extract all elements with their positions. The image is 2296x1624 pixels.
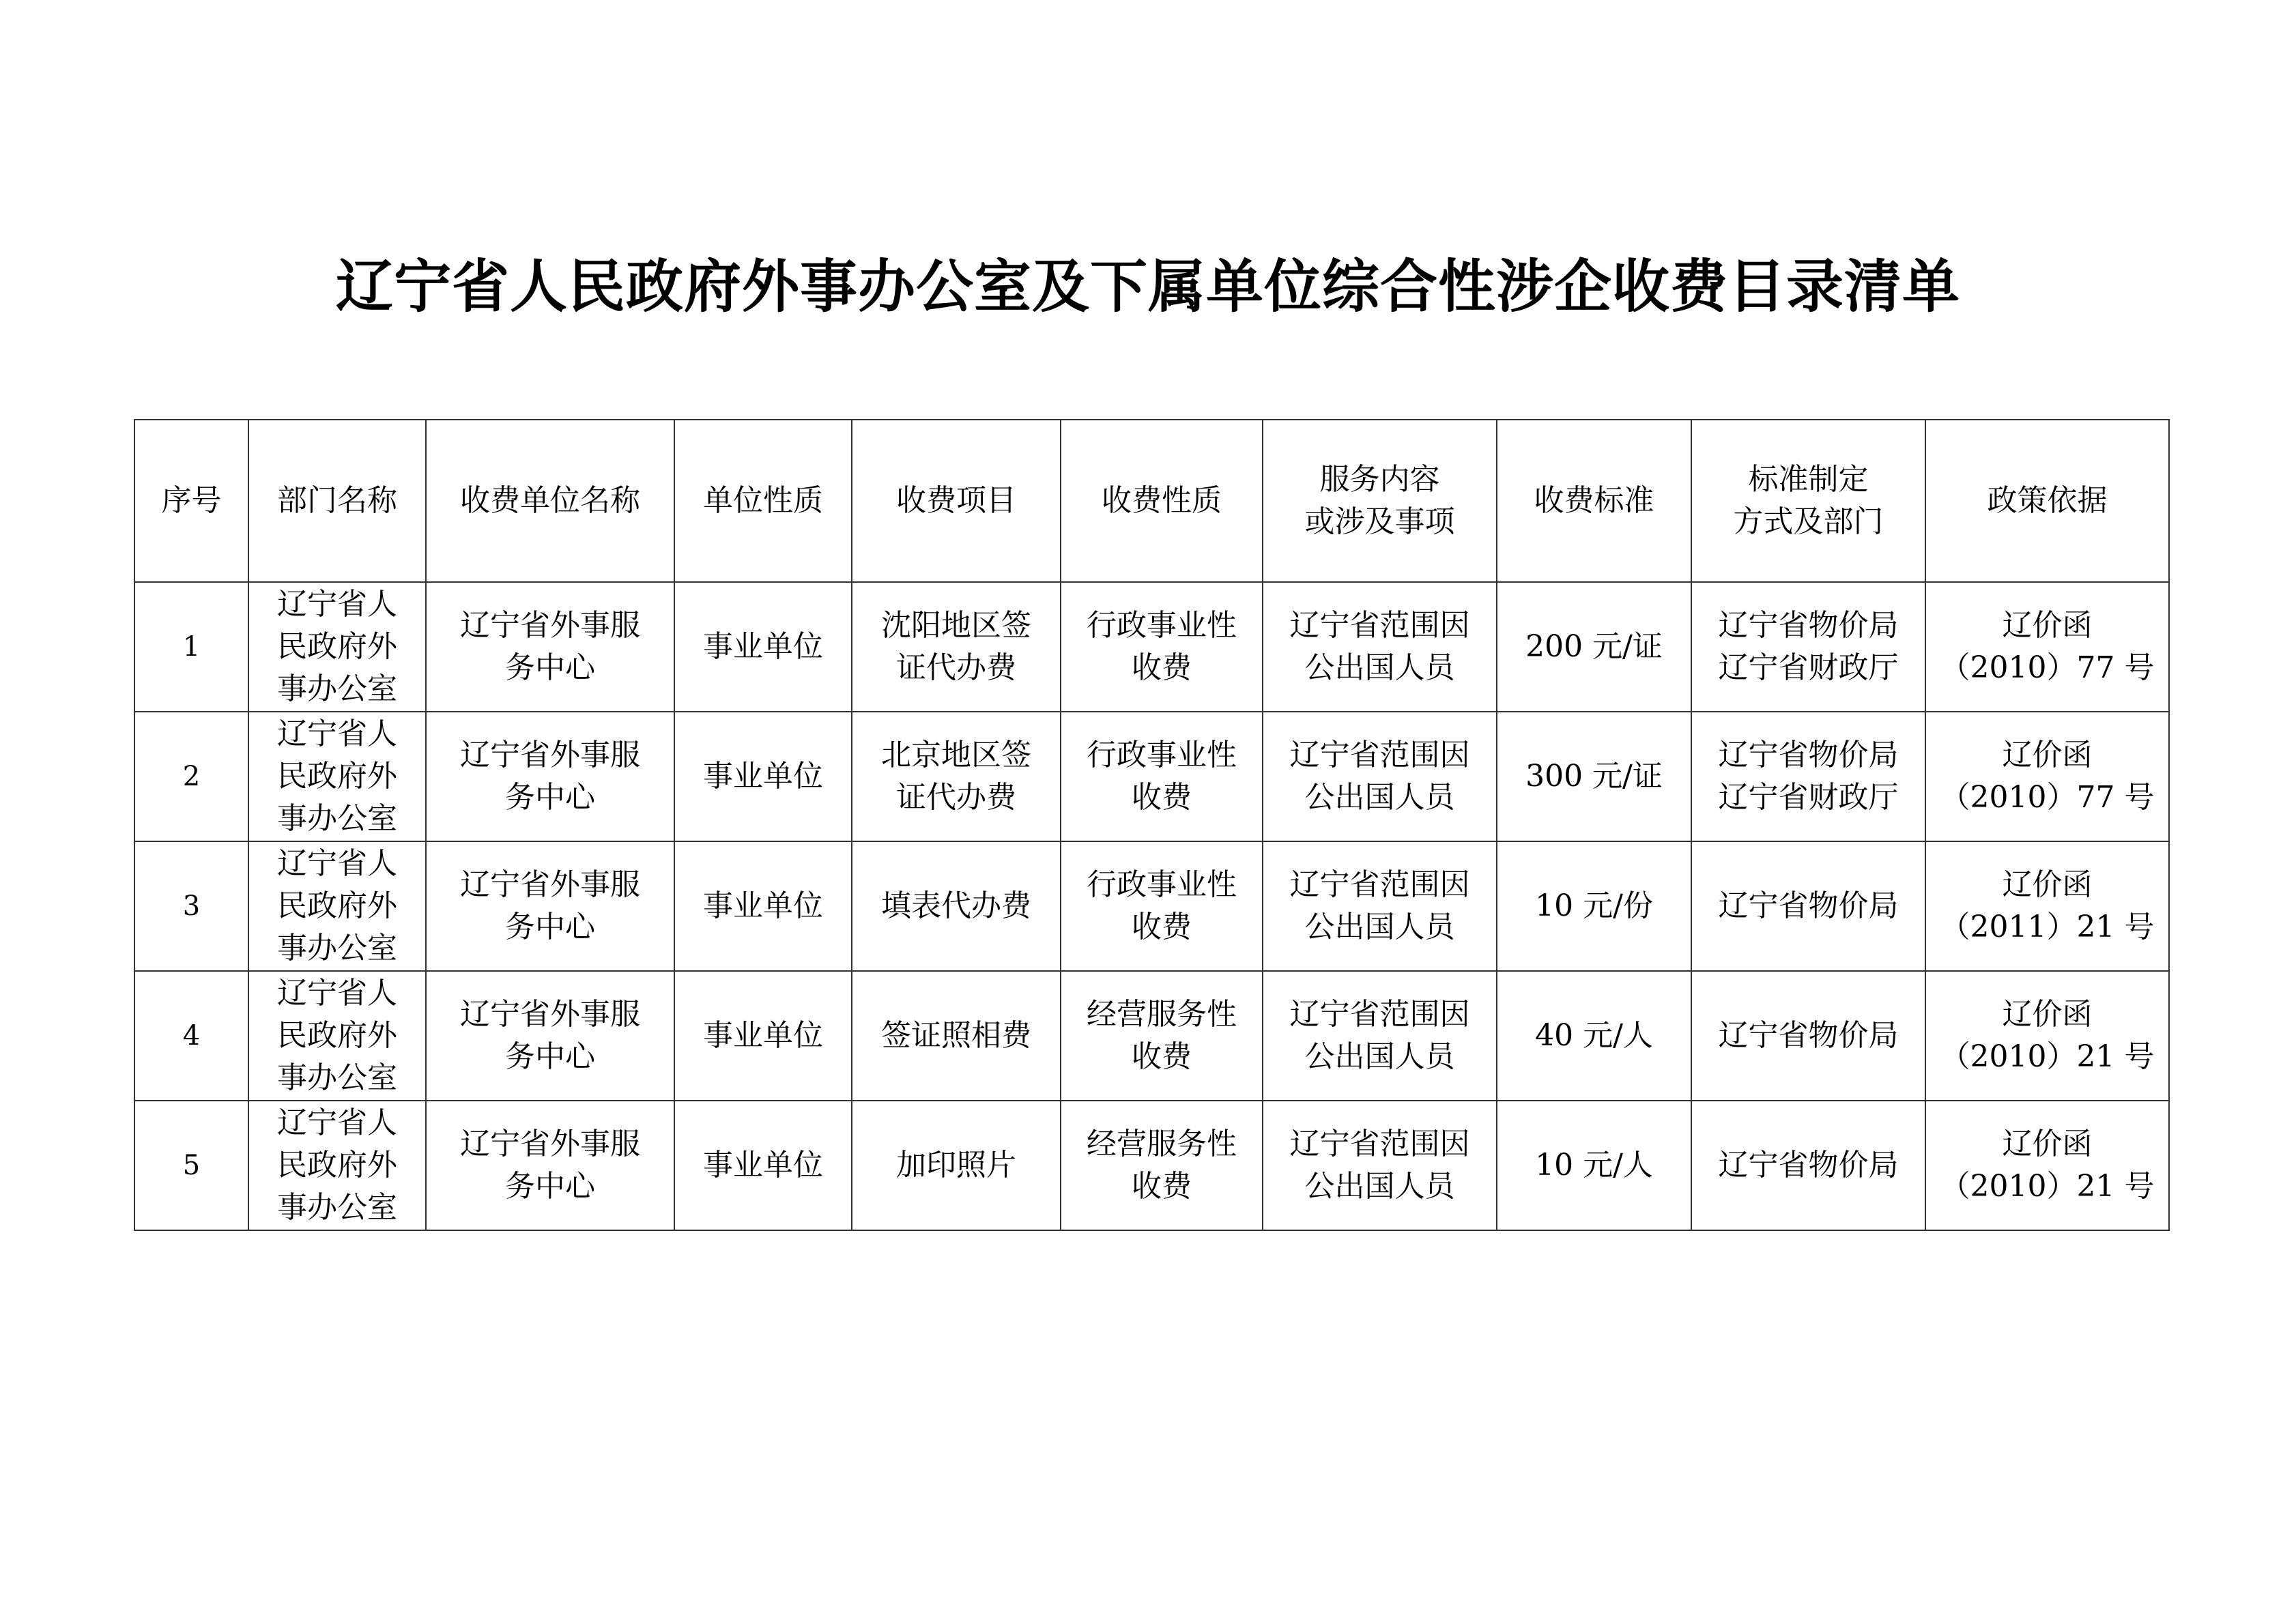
cell-line: 证代办费 xyxy=(896,780,1016,815)
cell-line: 辽宁省物价局 xyxy=(1718,888,1899,923)
cell-line: 辽宁省外事服 xyxy=(460,1127,640,1161)
cell-line: 10 元/份 xyxy=(1535,888,1653,923)
cell-unit xyxy=(426,1101,674,1230)
cell-line: 民政府外 xyxy=(277,1018,397,1053)
cell-nature xyxy=(674,1101,852,1230)
cell-line: 辽宁省人 xyxy=(277,716,397,751)
cell-item xyxy=(852,582,1061,712)
cell-line: （2011）21 号 xyxy=(1940,910,2155,944)
cell-line: 填表代办费 xyxy=(881,888,1031,923)
header-fee-type xyxy=(1061,420,1263,582)
cell-line: 辽宁省财政厅 xyxy=(1718,780,1899,815)
cell-line: 辽宁省财政厅 xyxy=(1718,650,1899,685)
table-row xyxy=(134,841,2169,971)
header-line: 收费单位名称 xyxy=(460,483,640,518)
cell-line: 收费 xyxy=(1132,1039,1192,1074)
cell-line: 公出国人员 xyxy=(1304,1039,1455,1074)
cell-line: 签证照相费 xyxy=(881,1018,1031,1053)
cell-line: 收费 xyxy=(1132,910,1192,944)
cell-basis xyxy=(1925,971,2169,1101)
cell-line: 辽宁省物价局 xyxy=(1718,608,1899,643)
cell-standard xyxy=(1497,1101,1691,1230)
cell-line: 民政府外 xyxy=(277,1148,397,1183)
cell-line: 事办公室 xyxy=(277,1060,397,1095)
header-unit xyxy=(426,420,674,582)
cell-seq: 5 xyxy=(134,1101,248,1230)
cell-line: 辽宁省人 xyxy=(277,976,397,1011)
cell-line: 事办公室 xyxy=(277,1190,397,1225)
cell-line: 辽宁省范围因 xyxy=(1289,867,1470,902)
cell-seq: 4 xyxy=(134,971,248,1101)
cell-line: 北京地区签 xyxy=(881,738,1031,772)
cell-dept xyxy=(248,841,426,971)
cell-line: 辽价函 xyxy=(2002,608,2093,643)
cell-line: 辽宁省人 xyxy=(277,846,397,881)
header-item xyxy=(852,420,1061,582)
cell-line: 证代办费 xyxy=(896,650,1016,685)
cell-fee-type xyxy=(1061,971,1263,1101)
cell-basis xyxy=(1925,841,2169,971)
cell-line: 事业单位 xyxy=(703,1148,823,1183)
header-authority xyxy=(1691,420,1925,582)
cell-line: 行政事业性 xyxy=(1087,608,1237,643)
header-line: 收费项目 xyxy=(896,483,1016,518)
cell-dept xyxy=(248,582,426,712)
cell-dept xyxy=(248,712,426,841)
cell-standard xyxy=(1497,712,1691,841)
cell-standard xyxy=(1497,841,1691,971)
cell-line: 辽价函 xyxy=(2002,738,2093,772)
header-row xyxy=(134,420,2169,582)
cell-nature xyxy=(674,971,852,1101)
cell-line: 200 元/证 xyxy=(1525,629,1663,664)
cell-line: 辽宁省范围因 xyxy=(1289,1127,1470,1161)
header-line: 序号 xyxy=(161,483,222,518)
cell-item xyxy=(852,712,1061,841)
header-line: 或涉及事项 xyxy=(1304,504,1455,539)
cell-fee-type xyxy=(1061,841,1263,971)
cell-unit xyxy=(426,841,674,971)
cell-line: 辽价函 xyxy=(2002,997,2093,1032)
fee-catalog-table xyxy=(134,419,2170,1231)
header-nature xyxy=(674,420,852,582)
cell-line: 辽宁省外事服 xyxy=(460,608,640,643)
cell-nature xyxy=(674,841,852,971)
cell-basis xyxy=(1925,1101,2169,1230)
header-line: 方式及部门 xyxy=(1733,504,1884,539)
cell-fee-type xyxy=(1061,712,1263,841)
cell-line: 务中心 xyxy=(505,1039,595,1074)
cell-scope xyxy=(1263,971,1497,1101)
cell-basis xyxy=(1925,712,2169,841)
header-line: 收费性质 xyxy=(1102,483,1222,518)
page-title: 辽宁省人民政府外事办公室及下属单位综合性涉企收费目录清单 xyxy=(335,253,1960,320)
cell-line: 辽宁省范围因 xyxy=(1289,997,1470,1032)
cell-line: 加印照片 xyxy=(896,1148,1016,1183)
cell-unit xyxy=(426,582,674,712)
table-row xyxy=(134,712,2169,841)
cell-line: 事办公室 xyxy=(277,931,397,966)
cell-item xyxy=(852,971,1061,1101)
cell-line: 务中心 xyxy=(505,780,595,815)
cell-unit xyxy=(426,971,674,1101)
table-row xyxy=(134,582,2169,712)
cell-unit xyxy=(426,712,674,841)
cell-line: 务中心 xyxy=(505,650,595,685)
cell-line: （2010）77 号 xyxy=(1940,780,2155,815)
header-line: 政策依据 xyxy=(1987,483,2108,518)
cell-seq: 2 xyxy=(134,712,248,841)
cell-line: （2010）21 号 xyxy=(1940,1039,2155,1074)
cell-line: 辽宁省人 xyxy=(277,1105,397,1140)
cell-line: 收费 xyxy=(1132,650,1192,685)
cell-line: 辽宁省外事服 xyxy=(460,867,640,902)
cell-line: 事业单位 xyxy=(703,888,823,923)
cell-scope xyxy=(1263,841,1497,971)
cell-line: 辽价函 xyxy=(2002,1127,2093,1161)
cell-line: 40 元/人 xyxy=(1535,1018,1653,1053)
cell-nature xyxy=(674,582,852,712)
cell-line: 收费 xyxy=(1132,1169,1192,1204)
cell-standard xyxy=(1497,582,1691,712)
cell-line: 辽宁省外事服 xyxy=(460,738,640,772)
header-standard xyxy=(1497,420,1691,582)
cell-line: 10 元/人 xyxy=(1535,1148,1653,1183)
cell-line: 事办公室 xyxy=(277,671,397,706)
cell-line: 民政府外 xyxy=(277,888,397,923)
cell-line: 务中心 xyxy=(505,1169,595,1204)
cell-line: 辽宁省外事服 xyxy=(460,997,640,1032)
header-basis xyxy=(1925,420,2169,582)
cell-dept xyxy=(248,1101,426,1230)
cell-line: 事业单位 xyxy=(703,759,823,794)
header-line: 单位性质 xyxy=(703,483,823,518)
header-seq xyxy=(134,420,248,582)
cell-standard xyxy=(1497,971,1691,1101)
cell-line: 沈阳地区签 xyxy=(881,608,1031,643)
cell-line: 收费 xyxy=(1132,780,1192,815)
cell-item xyxy=(852,1101,1061,1230)
cell-authority xyxy=(1691,841,1925,971)
cell-basis xyxy=(1925,582,2169,712)
cell-line: 辽宁省人 xyxy=(277,587,397,622)
cell-line: 事业单位 xyxy=(703,1018,823,1053)
header-line: 部门名称 xyxy=(277,483,397,518)
cell-line: 辽宁省范围因 xyxy=(1289,738,1470,772)
cell-item xyxy=(852,841,1061,971)
cell-line: 辽宁省物价局 xyxy=(1718,1018,1899,1053)
cell-line: 辽价函 xyxy=(2002,867,2093,902)
cell-line: 行政事业性 xyxy=(1087,867,1237,902)
cell-fee-type xyxy=(1061,1101,1263,1230)
table-row xyxy=(134,1101,2169,1230)
cell-fee-type xyxy=(1061,582,1263,712)
cell-line: 务中心 xyxy=(505,910,595,944)
header-dept xyxy=(248,420,426,582)
cell-line: 事办公室 xyxy=(277,801,397,836)
cell-line: 经营服务性 xyxy=(1087,997,1237,1032)
header-line: 服务内容 xyxy=(1319,462,1440,497)
cell-line: 辽宁省物价局 xyxy=(1718,738,1899,772)
cell-line: 公出国人员 xyxy=(1304,910,1455,944)
cell-line: 辽宁省物价局 xyxy=(1718,1148,1899,1183)
cell-line: 300 元/证 xyxy=(1525,759,1663,794)
cell-line: （2010）21 号 xyxy=(1940,1169,2155,1204)
cell-seq: 3 xyxy=(134,841,248,971)
cell-authority xyxy=(1691,971,1925,1101)
cell-line: 事业单位 xyxy=(703,629,823,664)
cell-line: （2010）77 号 xyxy=(1940,650,2155,685)
header-line: 标准制定 xyxy=(1748,462,1869,497)
cell-seq: 1 xyxy=(134,582,248,712)
cell-authority xyxy=(1691,582,1925,712)
cell-line: 民政府外 xyxy=(277,629,397,664)
cell-line: 辽宁省范围因 xyxy=(1289,608,1470,643)
cell-nature xyxy=(674,712,852,841)
cell-scope xyxy=(1263,712,1497,841)
cell-scope xyxy=(1263,1101,1497,1230)
header-scope xyxy=(1263,420,1497,582)
cell-line: 公出国人员 xyxy=(1304,780,1455,815)
cell-line: 行政事业性 xyxy=(1087,738,1237,772)
table-row xyxy=(134,971,2169,1101)
cell-line: 经营服务性 xyxy=(1087,1127,1237,1161)
cell-dept xyxy=(248,971,426,1101)
cell-line: 公出国人员 xyxy=(1304,1169,1455,1204)
cell-scope xyxy=(1263,582,1497,712)
cell-line: 民政府外 xyxy=(277,759,397,794)
cell-line: 公出国人员 xyxy=(1304,650,1455,685)
cell-authority xyxy=(1691,712,1925,841)
cell-authority xyxy=(1691,1101,1925,1230)
header-line: 收费标准 xyxy=(1534,483,1654,518)
